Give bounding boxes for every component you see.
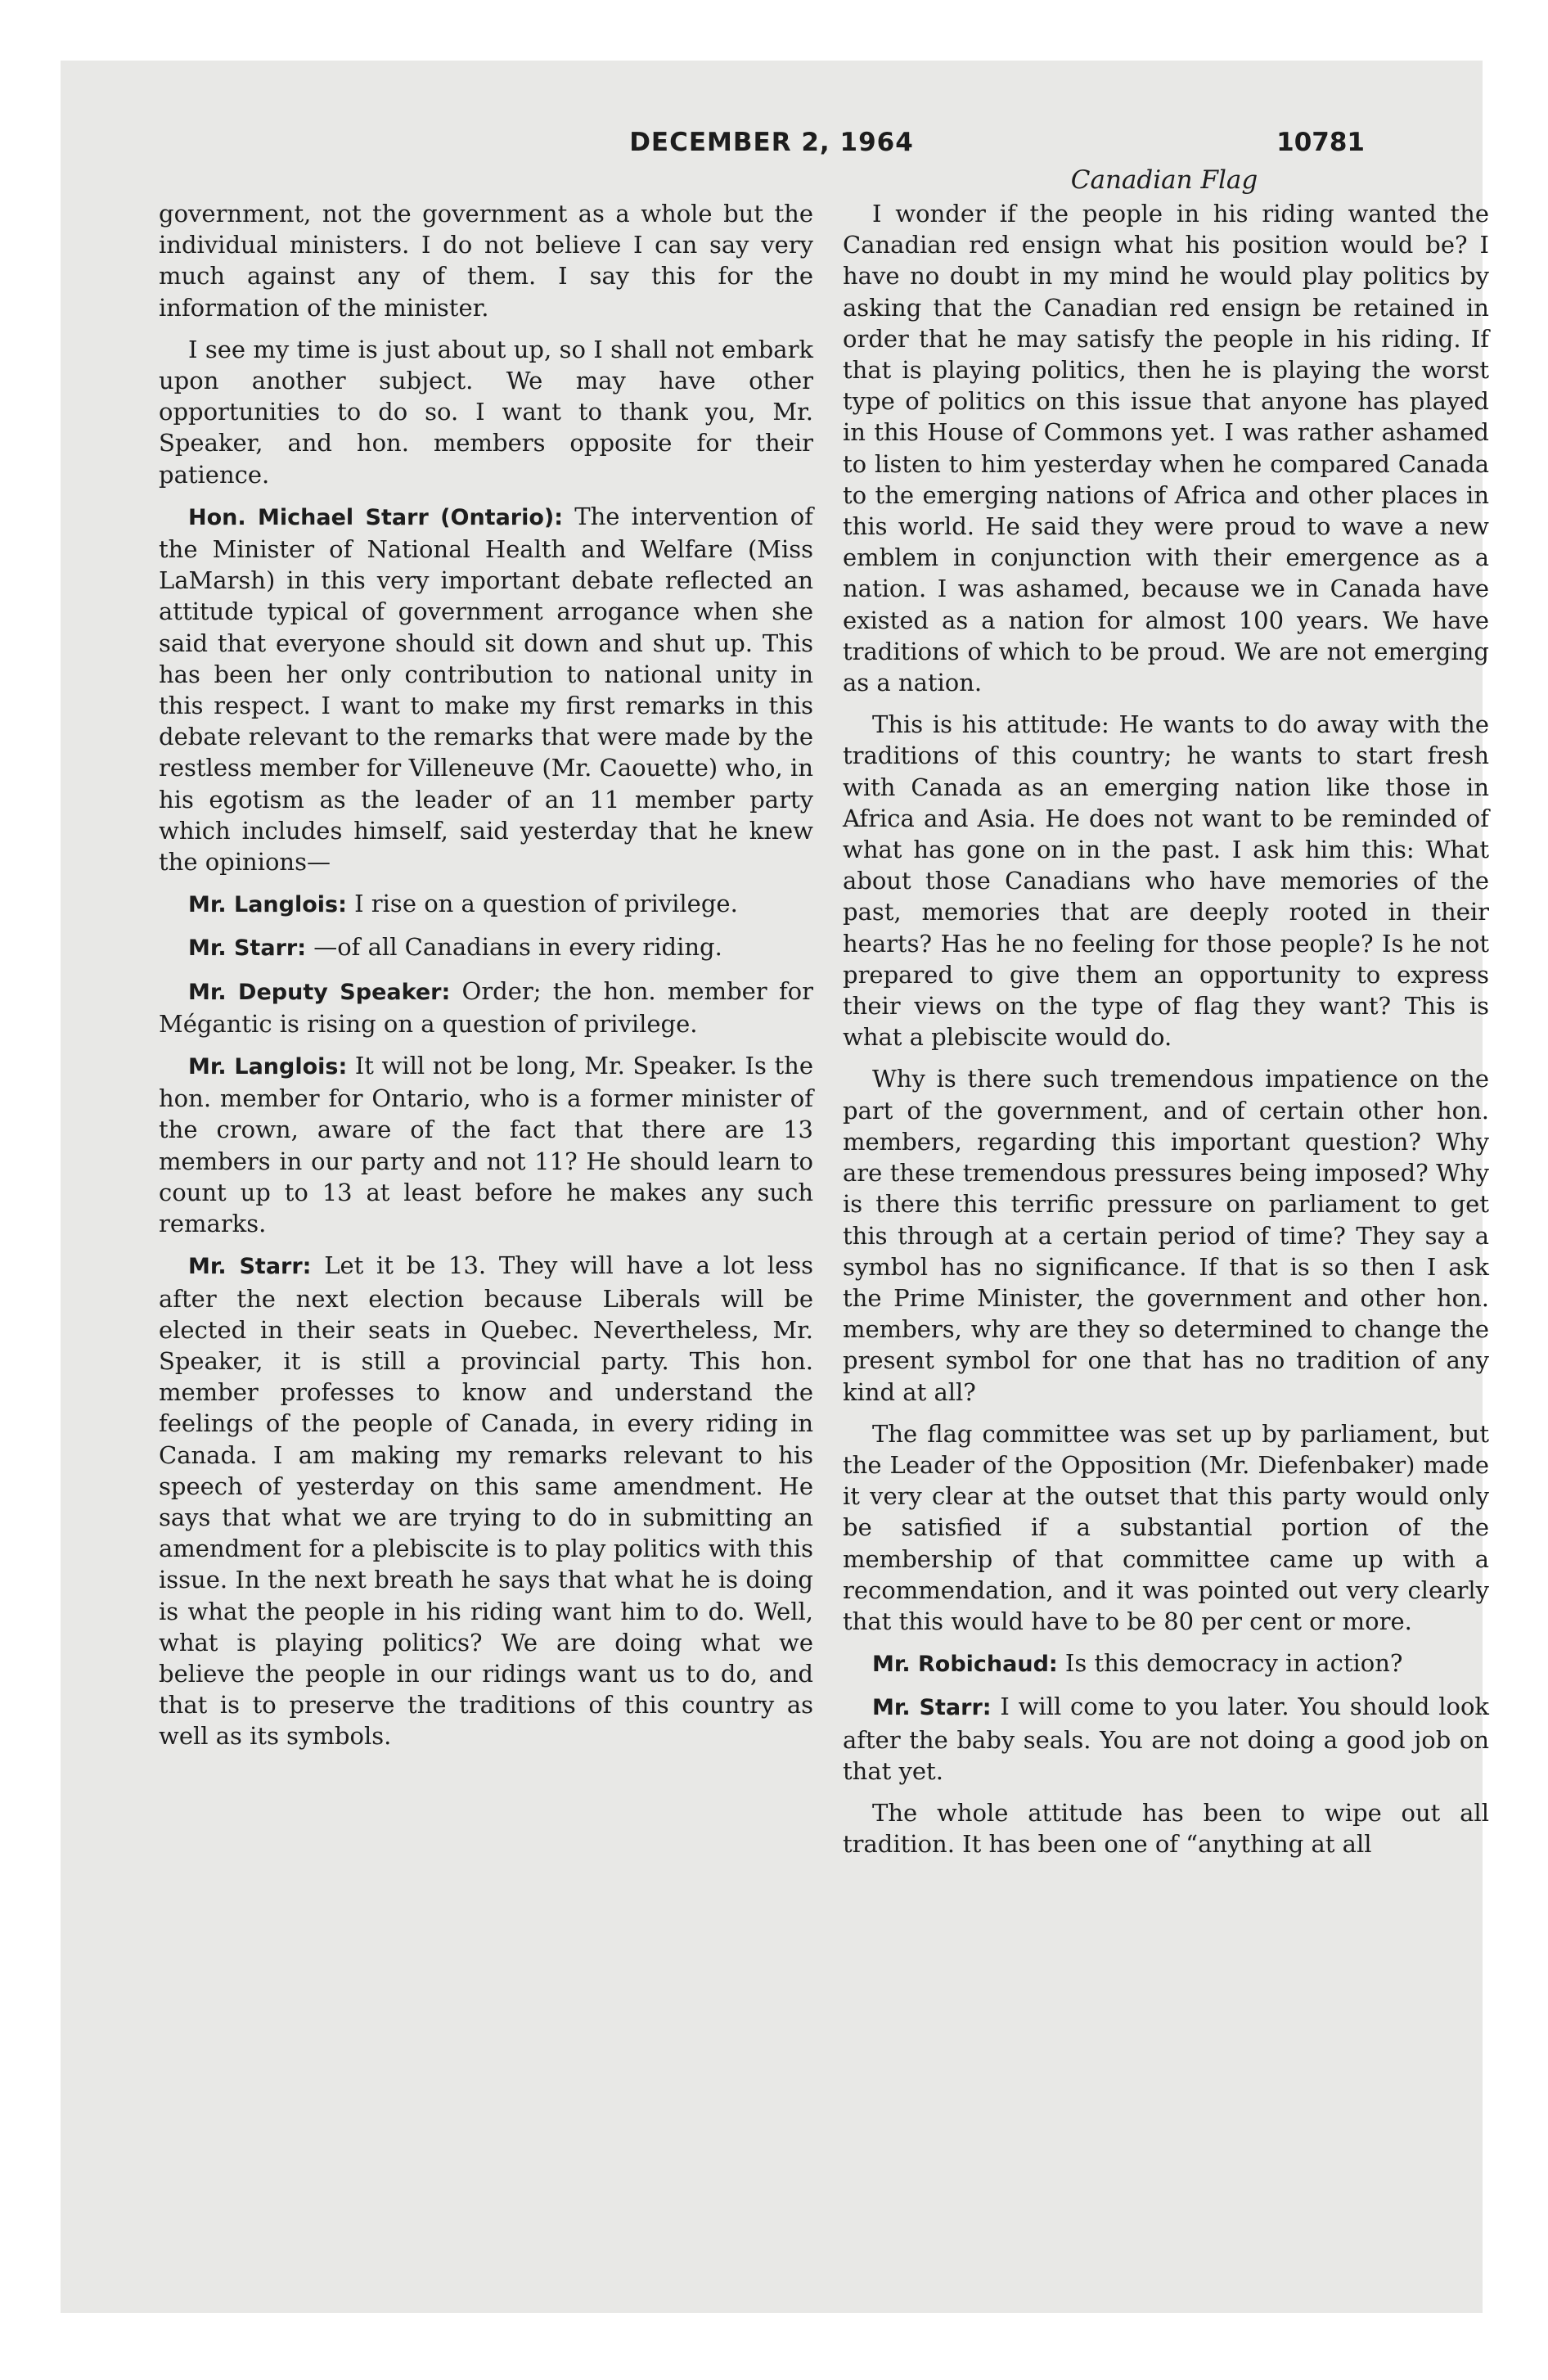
paragraph: Why is there such tremendous impatience on the part of the government, and of certain other hon. members, regarding this important question? Why are these tremendous pressures being imposed? Why is there this terrific pressure on parliament to get this through at a certain period of time? They say a symbol has no significance. If that is so then I ask the Prime Minister, the government and other hon. members, why are they so determined to change the present symbol for one that has no tradition of any kind at all? [843, 1065, 1489, 1406]
paragraph: government, not the government as a whole but the individual ministers. I do not believe I can say very much against any of them. I say this for the information of the minister. [159, 200, 813, 322]
speech-text: Is this democracy in action? [1057, 1649, 1403, 1678]
right-column [843, 198, 1489, 1870]
paragraph: I see my time is just about up, so I shall not embark upon another subject. We may have other opportunities to do so. I want to thank you, Mr. Speaker, and hon. members opposite for their patience. [159, 335, 813, 489]
paragraph: The whole attitude has been to wipe out all tradition. It has been one of “anything at all [843, 1798, 1489, 1859]
speech-text: Order; the hon. member for Mégantic is rising on a question of privilege. [159, 976, 813, 1038]
speaker-name: Mr. Robichaud: [872, 1652, 1058, 1678]
paragraph: This is his attitude: He wants to do away with the traditions of this country; he wants to start fresh with Canada as an emerging nation like those in Africa and Asia. He does not want to be reminded of what has gone on in the past. I ask him this: What about those Canadians who have memories of the past, memories that are deeply rooted in their hearts? Has he no feeling for those people? Is he not prepared to give them an opportunity to express their views on the type of flag they want? This is what a plebiscite would do. [843, 710, 1489, 1052]
left-column [159, 198, 813, 1763]
speech [159, 501, 813, 877]
speaker-name: Mr. Starr: [872, 1695, 992, 1721]
speech-text: It will not be long, Mr. Speaker. Is the hon. member for Ontario, who is a former minister of the crown, aware of the fact that there are 13 members in our party and not 11? He should learn to count up to 13 at least before he makes any such remarks. [159, 1052, 813, 1238]
speech-text: —of all Canadians in every riding. [306, 933, 722, 962]
speech-text: Let it be 13. They will have a lot less after the next election because Liberals will be elected in their seats in Quebec. Nevertheless, Mr. Speaker, it is still a provincial party. This hon. member professes to know and understand the feelings of the people of Canada, in every riding in Canada. I am making my remarks relevant to his speech of yesterday on this same amendment. He says that what we are trying to do in submitting an amendment for a plebiscite is to play politics with this issue. In the next breath he says that what he is doing is what the people in his riding want him to do. Well, what is playing politics? We are doing what we believe the people in our ridings want us to do, and that is to preserve the traditions of this country as well as its symbols. [159, 1251, 813, 1751]
speech [159, 1250, 813, 1751]
speech-text: I rise on a question of privilege. [346, 890, 738, 918]
speech [159, 931, 813, 964]
speaker-name: Mr. Starr: [188, 935, 306, 962]
paragraph: I wonder if the people in his riding wanted the Canadian red ensign what his position would be? I have no doubt in my mind he would play politics by asking that the Canadian red ensign be retained in order that he may satisfy the people in his riding. If that is playing politics, then he is playing the worst type of politics on this issue that anyone has played in this House of Commons yet. I was rather ashamed to listen to him yesterday when he compared Canada to the emerging nations of Africa and other places in this world. He said they were proud to wave a new emblem in conjunction with their emergence as a nation. I was ashamed, because we in Canada have existed as a nation for almost 100 years. We have traditions of which to be proud. We are not emerging as a nation. [843, 200, 1489, 697]
speaker-name: Mr. Starr: [188, 1254, 312, 1280]
running-head: Canadian Flag [1070, 165, 1258, 195]
page-number: 10781 [1276, 128, 1365, 157]
speech [159, 976, 813, 1039]
speaker-name: Mr. Deputy Speaker: [188, 979, 451, 1005]
speaker-name: Mr. Langlois: [188, 1054, 348, 1080]
speech-text: The intervention of the Minister of National Health and Welfare (Miss LaMarsh) in this very important debate reflected an attitude typical of government arrogance when she said that everyone should sit down and shut up. This has been her only contribution to national unity in this respect. I want to make my first remarks in this debate relevant to the remarks that were made by the restless member for Villeneuve (Mr. Caouette) who, in his egotism as the leader of an 11 member party which includes himself, said yesterday that he knew the opinions— [159, 502, 814, 877]
paragraph: The flag committee was set up by parliament, but the Leader of the Opposition (Mr. Diefenbaker) made it very clear at the outset that this party would only be satisfied if a substantial portion of the membership of that committee came up with a recommendation, and it was pointed out very clearly that this would have to be 80 per cent or more. [843, 1419, 1489, 1635]
speech [843, 1648, 1489, 1680]
speaker-name: Mr. Langlois: [188, 892, 347, 918]
page-scan [61, 61, 1489, 2313]
page-date: DECEMBER 2, 1964 [629, 128, 914, 157]
speech-text: I will come to you later. You should look after the baby seals. You are not doing a good job on that yet. [843, 1693, 1489, 1785]
speech [843, 1691, 1489, 1787]
speech [159, 888, 813, 921]
speech [159, 1050, 813, 1239]
speaker-name: Hon. Michael Starr (Ontario): [188, 504, 564, 530]
